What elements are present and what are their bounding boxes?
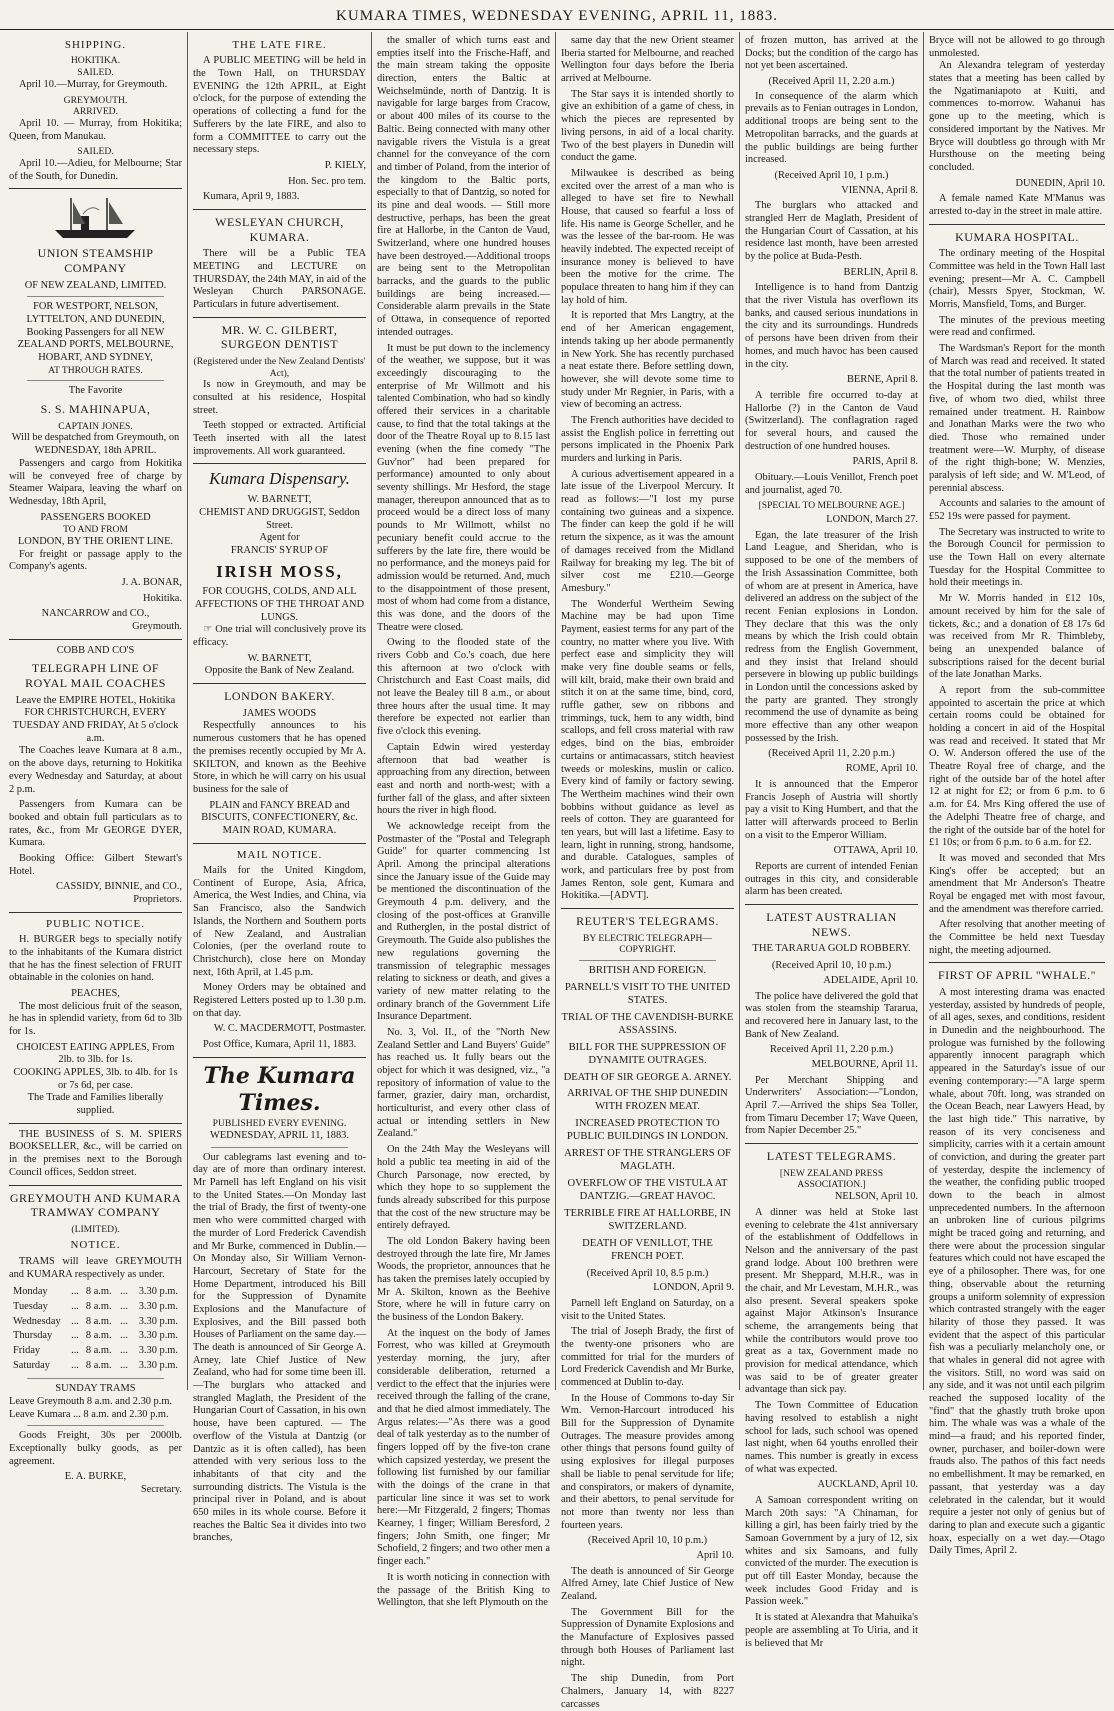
sunday-greymouth: Leave Greymouth 8 a.m. and 2.30 p.m. xyxy=(9,1396,173,1408)
greymouth-text: April 10. — Murray, from Hokitika; Queen, from Manukau. xyxy=(9,117,182,142)
tram-cell: ... xyxy=(71,1300,79,1312)
headline-protection: INCREASED PROTECTION TO PUBLIC BUILDINGS IN LONDON. xyxy=(566,1118,729,1143)
col3-paragraph-8: The old London Bakery having been destroyed through the late fire, Mr James Woods, the proprietor, announces that he has taken the premises lately occupied by Mr A. Skilton, known as the Beehive Store, where he will in future carry on the business of the London Bakery. xyxy=(377,1235,550,1324)
sunday-kumara: Leave Kumara ... 8 a.m. and 2.30 p.m. xyxy=(9,1408,169,1420)
column-5 xyxy=(740,32,924,1649)
adelaide-dateline: ADELAIDE, April 10. xyxy=(823,974,918,986)
nz-press-association: [NEW ZEALAND PRESS ASSOCIATION.] xyxy=(779,1167,884,1191)
gilbert-text: Is now in Greymouth, and may be consulted at his residence, Hospital street. xyxy=(193,379,366,416)
col5-paragraph-14: A Samoan correspondent writing on March 20th says: "A Chinaman, for killing a girl, has been fairly tried by the Samoan Government by a jury of 12, six whites and six Samoans, and fully convicted of the murder. The execution is put off till Easter Monday, because the week includes Good Friday and is Passion week." xyxy=(745,1494,918,1608)
late-fire-heading: THE LATE FIRE. xyxy=(232,39,327,51)
dispensary-trial-text: One trial will conclusively prove its efficacy. xyxy=(193,624,366,649)
col3-paragraph-6: No. 3, Vol. II., of the "North New Zealand Settler and Land Buyers' Guide" has reached us. It fully bears out the object for which it was designed, viz., "a repository of information of value to the farmer, grazier, dairy man, orchardist, horticulturist, and every other class of actual or intending settlers in New Zealand." xyxy=(377,1026,550,1140)
tram-cell: ... xyxy=(120,1359,128,1371)
col6-paragraph-10: A report from the sub-committee appointed to ascertain the price at which certain rooms could be obtained for holding a concert in aid of the Hospital was read and received. It stated that Mr O. W. Anderson offered the use of the Theatre Royal free of charge, and the right of the outside bar of the hotel after 12 at night for £2; or from 6 p.m. to 6 a.m. for £4. Mrs King offered the use of the Adelphi Theatre free of charge, and the right of the outside bar of the hotel for £1 10s; or from 6 p.m. to 6 a.m. for £2. xyxy=(929,684,1105,849)
union-cargo: Passengers and cargo from Hokitika will be conveyed free of charge by Steamer Waipara, leaving the wharf on Wednesday, 18th April, xyxy=(9,457,182,507)
spiers-notice: THE BUSINESS of S. M. SPIERS BOOKSELLER, &c., will be carried on in the premises next to the Borough Council offices, Seddon street. xyxy=(9,1128,182,1178)
union-booking: Booking Passengers for all NEW ZEALAND PORTS, MELBOURNE, HOBART, AND SYDNEY, xyxy=(17,326,174,364)
headline-venillot: DEATH OF VENILLOT, THE FRENCH POET. xyxy=(582,1237,713,1262)
bakery-road: MAIN ROAD, KUMARA. xyxy=(222,824,337,836)
col6-paragraph-8: The Secretary was instructed to write to the Borough Council for permission to use the Town Hall on every alternate Tuesday for the Hospital Committee to hold their meetings in. xyxy=(929,526,1105,589)
union-agent-2: NANCARROW and CO., xyxy=(41,608,150,620)
tram-cell: Tuesday xyxy=(13,1300,48,1312)
tel-brady: The trial of Joseph Brady, the first of the twenty-one prisoners who are committed for trial for the murders of Lord Frederick Cavendish and Mr Burke, commenced at Dublin to-day. xyxy=(561,1326,734,1389)
first-of-april-whale-heading: FIRST OF APRIL "WHALE." xyxy=(938,968,1096,983)
col5-paragraph-5: A terrible fire occurred to-day at Hallorbe (?) in the Canton de Vaud (Switzerland). The conflagration raged for several hours, and caused the destruction of one hundred houses. xyxy=(745,389,918,452)
tram-cell: 8 a.m. xyxy=(85,1286,112,1298)
dispensary-barnett: W. BARNETT, xyxy=(247,494,312,506)
bakery-woods: JAMES WOODS xyxy=(242,707,317,719)
gilbert-heading: MR. W. C. GILBERT, SURGEON DENTIST xyxy=(220,322,339,352)
col6-paragraph-7: Accounts and salaries to the amount of £52 19s were passed for payment. xyxy=(929,498,1105,522)
tel-bill: The Government Bill for the Suppression of Dynamite Explosions and the Manufacture of Explosives passed through both Houses of Parliament last night. xyxy=(561,1606,734,1669)
mail-notice-text: Mails for the United Kingdom, Continent of Europe, Asia, Africa, America, the West Indies, and China, via San Francisco, also the Sandwich Islands, the Northern and Southern ports of New Zealand, and Australian Colonies, (per the overland route to Christchurch), close here on Monday next, 16th April, at 1.45 p.m. xyxy=(193,865,366,978)
tram-cell: 8 a.m. xyxy=(85,1359,112,1371)
col5-paragraph-7: Egan, the late treasurer of the Irish Land League, and Sheridan, who is supposed to be one of the members of the Irish Assassination Committee, both of whom are at present in America, have delivered an address on the subject of the recent Fenian explosions in London. They declare that this was the only means by which the Irish could obtain redress from the English Government, and they insist that Ireland should persevere in blowing up public buildings in London until the concessions asked by the party are granted. They strongly recommend the use of dynamite as being more effective than any other weapon possessed by the Irish. xyxy=(745,529,918,744)
col5-paragraph-15: It is stated at Alexandra that Mahuika's people are assembling at To Uiria, and it is believed that Mr xyxy=(745,1612,918,1649)
melbourne-dateline: MELBOURNE, April 11. xyxy=(811,1059,918,1070)
dispensary-barnett-2: W. BARNETT, xyxy=(247,652,312,664)
tram-cell: 3.30 p.m. xyxy=(138,1330,178,1342)
col6-paragraph-9: Mr W. Morris handed in £12 10s, amount received by him for the sale of tickets, &c.; and a donation of £8 17s 6d was received from Mr R. Thimbleby, being an unexpended balance of subscriptions raised for the decent burial of the late Jonathan Marks. xyxy=(929,593,1105,681)
headline-dynamite-bill: BILL FOR THE SUPPRESSION OF DYNAMITE OUTRAGES. xyxy=(568,1041,727,1066)
col5-paragraph-1: of frozen mutton, has arrived at the Docks; but the condition of the cargo has not yet been ascertained. xyxy=(745,35,918,72)
headline-dunedin-ship: ARRIVAL OF THE SHIP DUNEDIN WITH FROZEN MEAT. xyxy=(567,1088,728,1113)
sunday-trams: SUNDAY TRAMS xyxy=(55,1383,136,1395)
tram-row xyxy=(11,1301,180,1314)
col5-paragraph-6: Obituary.—Louis Venillot, French poet and journalist, aged 70. xyxy=(745,472,918,496)
ottawa-dateline: OTTAWA, April 10. xyxy=(833,845,918,857)
dunedin-dateline: DUNEDIN, April 10. xyxy=(1015,177,1105,189)
union-nz: OF NEW ZEALAND, LIMITED. xyxy=(24,279,167,291)
col3-paragraph-10: It is worth noticing in connection with the passage of the British King to Wellington, that she left Plymouth on the xyxy=(377,1571,550,1609)
col3-paragraph-1: the smaller of which turns east and empties itself into the Frische-Haff, and the main stream taking the opposite direction, enters the Baltic at Weichselmünde, north of Dantzig. It is navigable for large barges from Cracow, or about 400 miles of its course to the Baltic. Being connected with many other navigable rivers the Vistula is a great channel for the conveyance of the corn and timber of Poland, from the interior of the kingdom to the Baltic ports, especially to that of Dantzig, so noted for its pine and deal woods. — Still more destructive, perhaps, has been the great fire at Hallorbe, in the Canton de Vaud, Switzerland, where one hundred houses have been destroyed.—Additional troops are being sent to the Metropolitan barracks, and the guards to the public buildings are being increased.—Considerable alarm prevails in the State of Ottawa, in consequence of reported intended outrages. xyxy=(377,35,550,338)
bakery-bread: PLAIN and FANCY BREAD and BISCUITS, CONFECTIONERY, &c. xyxy=(201,799,358,824)
electric-telegraph: BY ELECTRIC TELEGRAPH—COPYRIGHT. xyxy=(583,932,712,956)
headline-stranglers: ARREST OF THE STRANGLERS OF MAGLATH. xyxy=(564,1148,731,1173)
pointing-hand-icon: ☞ xyxy=(203,624,216,636)
tram-cell: Thursday xyxy=(13,1330,53,1342)
col4-paragraph-1: same day that the new Orient steamer Iberia started for Melbourne, and reached Wellington four days before the Iberia arrived at Melbourne. xyxy=(561,35,734,85)
greymouth-heading: GREYMOUTH. xyxy=(63,94,128,106)
col6-paragraph-12: After resolving that another meeting of the Committee be held next Tuesday night, the meeting adjourned. xyxy=(929,919,1105,956)
union-rates: AT THROUGH RATES. xyxy=(48,364,143,376)
editorial-text: Our cablegrams last evening and to-day are of more than ordinary interest. Mr Parnell has left England on his visit to the United States.—On Monday last the trial of Brady, the first of twenty-one men who were committed charged with the murder of Lord Frederick Cavendish and Mr Burke, commenced in Dublin.—On Monday also, Sir William Vernon-Harcourt, Secretary of State for the Home Department, introduced his Bill for the Suppression of Dynamite Explosions and the Manufacture of Explosives, and the Bill passed both Houses of Parliament on the same day.—The death is announced of Sir George A. Arney, late Chief Justice of New Zealand, who had for some time been ill.—The burglars who attacked and strangled Maglath, the President of the Hungarian Court of Cassation, in his own house, have been captured. — The overflow of the Vistula at Dantzig (or Dantzic as it is often called), has been attended with very serious loss to the inhabitants of that city and the surrounding districts. The Vistula is the principal river in Poland, and is about 650 miles in its whole course. Before it reaches the Baltic Sea it divides into two branches, xyxy=(193,1151,366,1544)
col6-paragraph-6: The Wardsman's Report for the month of March was read and received. It stated that the total number of patients treated in the Hospital during the last month was five, of whom two died, whilst three remained under treatment. H. Rainbow and Jonathan Marks were the two who died. Those who remained under treatment were—W. Murphy, of disease of the right thigh-bone; W. Menzies, paralysis of left side; and W. M'Leod, of perennial abscess. xyxy=(929,343,1105,494)
headline-trial: TRIAL OF THE CAVENDISH-BURKE ASSASSINS. xyxy=(561,1011,734,1036)
col4-paragraph-2: The Star says it is intended shortly to give an exhibition of a game of chess, in which the pieces are represented by living persons, in aid of a local charity. Two of the best players in Dunedin will conduct the game. xyxy=(561,88,734,164)
dispensary-heading: Kumara Dispensary. xyxy=(209,469,350,489)
tram-cell: 8 a.m. xyxy=(85,1300,112,1312)
tram-row xyxy=(11,1330,180,1343)
publication-date: WEDNESDAY, APRIL 11, 1883. xyxy=(210,1130,349,1142)
col6-paragraph-2: An Alexandra telegram of yesterday states that a meeting has been called by the Ngatimaniapoto at Kuiti, and commences to-morrow. Wahanui has gone up to the meeting, which is considered important by the Natives. Mr Bryce will doubtless go through with Mr Hursthouse on the meeting being concluded. xyxy=(929,60,1105,173)
col3-paragraph-3: Owing to the flooded state of the rivers Cobb and Co.'s coach, due here this afternoon at two o'clock with Christchurch and East Coast mails, did not leave the Bealey till 8 a.m., or about three hours after the usual time. It may therefore be expected not earlier than five o'clock this evening. xyxy=(377,637,550,738)
tram-cell: 3.30 p.m. xyxy=(138,1359,178,1371)
tram-cell: ... xyxy=(71,1286,79,1298)
mail-notice-heading: MAIL NOTICE. xyxy=(236,848,323,861)
tram-cell: 3.30 p.m. xyxy=(138,1300,178,1312)
column-1 xyxy=(4,32,188,1496)
col6-paragraph-1: Bryce will not be allowed to go through unmolested. xyxy=(929,35,1105,59)
auckland-dateline: AUCKLAND, April 10. xyxy=(817,1479,918,1491)
cobb-office: Booking Office: Gilbert Stewart's Hotel. xyxy=(9,852,182,877)
newspaper-title: The Kumara Times. xyxy=(203,1062,356,1116)
col5-received-10: Received April 11, 2.20 p.m.) xyxy=(769,1044,894,1056)
kumara-hospital-heading: KUMARA HOSPITAL. xyxy=(955,229,1079,244)
money-orders: Money Orders may be obtained and Registered Letters posted up to 1.30 p.m. on that day. xyxy=(193,982,366,1019)
tram-row xyxy=(11,1286,180,1299)
hokitika-text: April 10.—Murray, for Greymouth. xyxy=(19,78,168,90)
col4-paragraph-3: Milwaukee is described as being excited over the arrest of a man who is alleged to have set fire to Newhall House, that caused so fearful a loss of life. His name is George Scheller, and he was the lessee of the bar-room. He was heavily indebted. The expected receipt of insurance money is believed to have been the motive for the crime. The populace threaten to hang him if they can lay hold of him. xyxy=(561,167,734,306)
col5-received-7: (Received April 11, 2.20 p.m.) xyxy=(768,748,895,760)
col6-paragraph-4: The ordinary meeting of the Hospital Committee was held in the Town Hall last evening; present—Mr A. C. Campbell (chair), Messrs Spyer, Stockman, W. Morris, Mansfield, Toms, and Burger. xyxy=(929,248,1105,310)
paris-dateline: PARIS, April 8. xyxy=(852,456,918,468)
col5-received-9: (Received April 10, 10 p.m.) xyxy=(771,960,892,972)
cooking-apples: COOKING APPLES, 3lb. to 4lb. for 1s or 7s 6d, per case. xyxy=(13,1067,178,1091)
greymouth-text-2: April 10.—Adieu, for Melbourne; Star of the South, for Dunedin. xyxy=(9,157,182,182)
vienna-dateline: VIENNA, April 8. xyxy=(841,184,918,196)
column-4 xyxy=(556,32,740,1710)
reuters-heading: REUTER'S TELEGRAMS. xyxy=(576,914,719,929)
col5-paragraph-9: Reports are current of intended Fenian outrages in this city, and considerable alarm has been created. xyxy=(745,860,918,898)
col3-paragraph-2: It must be put down to the inclemency of the weather, we suppose, but it was exceedingly discouraging to the enterprise of Mr Willmott and his talented Combination, who had so kindly offered their services in a charitable cause, to find that the total takings at the door of the Theatre Royal up to 8.15 last evening (when the fine comedy "The Guv'nor" had been prepared for performance) amounted to only about seventy shillings. Mr Hesford, the stage manager, thereupon announced that as to proceed would be a direct loss of many pounds to Mr Willmott, whilst no pecuniary benefit could accrue to the sufferers by the late fire, there would be no performance, and the moneys paid for admission would be returned. And, much to the disappointment of those present, most of whom had come from a distance, this was done, and the doors of the Theatre were closed. xyxy=(377,342,550,633)
tram-cell: Wednesday xyxy=(13,1315,61,1327)
tram-cell: Saturday xyxy=(13,1359,50,1371)
received-1: (Received April 10, 8.5 p.m.) xyxy=(586,1267,709,1279)
nelson-dateline: NELSON, April 10. xyxy=(834,1191,918,1203)
union-freight: For freight or passage apply to the Company's agents. xyxy=(9,548,182,573)
steamship-icon xyxy=(51,194,141,242)
shipping-heading: SHIPPING. xyxy=(64,39,127,51)
col4-paragraph-5: The French authorities have decided to assist the English police in ferretting out persons implicated in the Phoenix Park murders and lurking in Paris. xyxy=(561,414,734,464)
col3-paragraph-7: On the 24th May the Wesleyans will hold a public tea meeting in aid of the Church Parsonage, now erected, by which they hope to so supplement the funds already subscribed for this purpose that the cost of the new structure may be entirely defrayed. xyxy=(377,1144,550,1232)
london-april-9: LONDON, April 9. xyxy=(653,1282,734,1294)
peaches-heading: PEACHES, xyxy=(71,987,120,999)
tram-cell: Friday xyxy=(13,1344,41,1356)
tram-cell: ... xyxy=(71,1344,79,1356)
tararua-heading: THE TARARUA GOLD ROBBERY. xyxy=(752,943,911,955)
fire-kiely: P. KIELY, xyxy=(324,159,366,171)
eating-apples: CHOICEST EATING APPLES, From 2lb. to 3lb. for 1s. xyxy=(16,1041,175,1066)
tram-burke: E. A. BURKE, xyxy=(64,1471,127,1483)
dispensary-syrup: FRANCIS' SYRUP OF xyxy=(230,544,329,556)
tel-commons: In the House of Commons to-day Sir Wm. Vernon-Harcourt introduced his Bill for the Suppression of Dynamite Outrages. The measure provides among other things that persons found guilty of using explosives for illegal purposes shall be liable to penal servitude for life; and conspirators, or makers of dynamite, and their abettors, to penal servitude for not more than twenty nor less than fourteen years. xyxy=(561,1392,734,1531)
col5-received-1: (Received April 11, 2.20 a.m.) xyxy=(768,76,895,88)
irish-moss: IRISH MOSS, xyxy=(216,561,343,581)
col3-paragraph-9: At the inquest on the body of James Forrest, who was killed at Greymouth yesterday morning, the jury, after considerable deliberation, returned a verdict to the effect that the injuries were received through the falling of the crane, and that he died almost immediately. The Argus relates:—"As there was a good deal of talk yesterday as to the number of fingers lopped off by the five-ton crane which capsized yesterday, we present the following list furnished by our familiar with the doings of the crane in that particular line since it was set to work here:—Mr Fitzgerald, 2 fingers; Thomas Kearney, 1 finger; William Beresford, 2 fingers; John Smith, one finger; Mr Schofield, 2 fingers; and two other men a finger each." xyxy=(377,1327,550,1568)
union-ports: FOR WESTPORT, NELSON, LYTTELTON, AND DUNEDIN, xyxy=(26,301,165,325)
col3-paragraph-4: Captain Edwin wired yesterday afternoon that bad weather is approaching from any direction, between east and north and north-west; with a further fall of the glass, and after sixteen hours the river in high flood. xyxy=(377,741,550,817)
bakery-heading: LONDON BAKERY. xyxy=(224,689,335,704)
column-2 xyxy=(188,32,372,1544)
dispensary-opposite: Opposite the Bank of New Zealand. xyxy=(204,665,355,677)
column-6 xyxy=(924,32,1110,1557)
tram-cell: 3.30 p.m. xyxy=(138,1286,178,1298)
union-tofrom: TO AND FROM xyxy=(63,524,128,536)
wesleyan-heading: WESLEYAN CHURCH, KUMARA. xyxy=(215,214,344,244)
fire-secretary: Hon. Sec. pro tem. xyxy=(288,175,366,187)
col6-paragraph-13: A most interesting drama was enacted yesterday, assisted by hundreds of people, of all ages, sexes, and conditions, resident in Dunedin and the neighbourhood. The prologue was furnished by the following apparently innocent paragraph which appeared in the Saturday's issue of our evening contemporary:—"A large sperm whale, about 70ft. long, was stranded on the Ocean Beach, near Lawyers Head, by the last high tide." This narrative, by reason of its very conciseness and simplicity, carries with it a certain amount of conviction, and during the greater part of yesterday, despite the inclemency of the weather, the confiding public trooped down to the beach in almost unprecedented numbers. In the afternoon an unbroken line of curious pilgrims might be traced going and returning, and there were about the procession singular features which could not have escaped the eye of a philosopher. There was, for one thing, observable about the returning groups a uniform solemnity of expression which contrasted strangely with the eager hilarity of those they passed. It was evident that the aspect of this particular fish was a peculiarly melancholy one, or that whales in general did not agree with the visitors. Still, no word was said on any side, and it was not until each pilgrim reached the supposed locality of the "find" that the ghastly truth broke upon him. The whale was was a whale of the mind—a fraud; and his reported finder, owner, purchaser, and boiler-down were frauds also. The pathos of this fact needs no embellishment. It may be remarked, en passant, that yesterday was a day celebrated in the calendar, but it would require a jester not only of genius but of daring to plan and execute such a gigantic hoax, especially on a wet day.—Otago Daily Times, April 2. xyxy=(929,987,1105,1557)
tram-timetable xyxy=(9,1284,182,1374)
tram-row xyxy=(11,1360,180,1373)
tram-secretary: Secretary. xyxy=(140,1484,182,1496)
cobb-telegraph: TELEGRAPH LINE OF ROYAL MAIL COACHES xyxy=(25,661,166,691)
cobb-proprietors: CASSIDY, BINNIE, and CO., Proprietors. xyxy=(56,881,182,906)
dispensary-coughs: FOR COUGHS, COLDS, AND ALL AFFECTIONS OF THE THROAT AND LUNGS. xyxy=(194,586,365,623)
public-notice-text: H. BURGER begs to specially notify to the inhabitants of the Kumara district that he has the finest selection of FRUIT obtainable in the colonies on hand. xyxy=(9,934,182,984)
tram-cell: 3.30 p.m. xyxy=(138,1315,178,1327)
tel-arney: The death is announced of Sir George Alfred Arney, late Chief Justice of New Zealand. xyxy=(561,1565,734,1603)
col5-paragraph-2: In consequence of the alarm which prevails as to Fenian outrages in London, additional troops are being sent to the Metropolitan barracks, and the guards at the public buildings are being further increased. xyxy=(745,90,918,166)
cobb-coaches: The Coaches leave Kumara at 8 a.m., on the above days, returning to Hokitika every Wednesday and Saturday, at about 2 p.m. xyxy=(9,745,182,795)
cobb-passengers: Passengers from Kumara can be booked and obtain full particulars as to rates, &c., from Mr GEORGE DYER, Kumara. xyxy=(9,799,182,849)
tram-cell: 8 a.m. xyxy=(85,1344,112,1356)
col6-paragraph-5: The minutes of the previous meeting were read and confirmed. xyxy=(929,314,1105,339)
bakery-text: Respectfully announces to his numerous customers that he has opened the premises recently occupied by Mr A. SKILTON, and known as the Beehive Store, in which he will carry on his usual business for the sale of xyxy=(193,720,366,795)
headline-hallorbe-fire: TERRIBLE FIRE AT HALLORBE, IN SWITZERLAND. xyxy=(564,1207,731,1232)
col4-paragraph-7: The Wonderful Wertheim Sewing Machine may be had upon Time Payment, easiest terms for any part of the country, no matter where you live. With perfect ease and simplicity they will make very fine double seams or fells, will kilt, braid, make their own braid and stitch it on at the same time, bind, cord, ruffle gather, sew on ribbons and trimmings, tuck, hem to any width, bind scallops, and fell cross material with raw edges, bind on the bias, embroider curtains or antimacassars, stitch heaviest tweeds or moleskins, muslin or calico. Every kind of family or factory sewing. The Wertheim machines wind their own bobbins without guidance as level as reels of cotton. They are guaranteed for ten years, but will last a lifetime. Easy to learn, light in running, strong, handsome, and durable. Catalogues, samples of work, and particulars free by post from James Renton, sole gent, Kumara and Hokitika.—[ADVT]. xyxy=(561,598,734,902)
wesleyan-text: There will be a Public TEA MEETING and LECTURE on THURSDAY, the 24th MAY, in aid of the Wesleyan Church PARSONAGE. Particulars in future advertisement. xyxy=(193,248,366,310)
masthead: KUMARA TIMES, WEDNESDAY EVENING, APRIL 11, 1883. xyxy=(0,0,1114,30)
tel-ship-dunedin: The ship Dunedin, from Port Chalmers, January 14, with 8227 carcasses xyxy=(561,1673,734,1710)
headline-british-foreign: BRITISH AND FOREIGN. xyxy=(588,965,707,977)
union-agent-1-place: Hokitika. xyxy=(143,592,182,604)
union-orient: LONDON, BY THE ORIENT LINE. xyxy=(17,535,174,547)
col6-paragraph-3: A female named Kate M'Manus was arrested to-day in the street in male attire. xyxy=(929,193,1105,217)
cobb-heading: COBB AND CO'S xyxy=(56,644,135,656)
col4-paragraph-4: It is reported that Mrs Langtry, at the end of her American engagement, intends taking up her abode permanently in New York. She has recently purchased a neat estate there. Before settling down, however, she will devote some time to study under Mr Regnier, in Paris, with a view of becoming an actress. xyxy=(561,310,734,411)
union-favorite: The Favorite xyxy=(68,385,123,397)
union-despatch: Will be despatched from Greymouth, on WEDNESDAY, 18th APRIL. xyxy=(11,432,180,457)
australian-news-heading: LATEST AUSTRALIAN NEWS. xyxy=(766,910,897,939)
union-captain: CAPTAIN JONES. xyxy=(58,420,133,432)
col6-paragraph-11: It was moved and seconded that Mrs King's offer be accepted; but an amendment that Mr Anderson's Theatre Royal be engaged met with most favour, and the amendment was therefore carried. xyxy=(929,852,1105,915)
headline-arney: DEATH OF SIR GEORGE A. ARNEY. xyxy=(563,1071,732,1083)
special-melbourne-age: [SPECIAL TO MELBOURNE AGE.] xyxy=(758,500,905,512)
tram-row xyxy=(11,1316,180,1329)
latest-telegrams-heading: LATEST TELEGRAMS. xyxy=(766,1149,897,1164)
tramway-notice: NOTICE. xyxy=(70,1239,121,1252)
dispensary-agent: Agent for xyxy=(259,532,300,544)
tramway-heading: GREYMOUTH AND KUMARA TRAMWAY COMPANY xyxy=(9,1190,182,1220)
union-company: UNION STEAMSHIP COMPANY xyxy=(37,246,154,275)
gilbert-teeth: Teeth stopped or extracted. Artificial Teeth inserted with all the latest improvements. All work guaranteed. xyxy=(193,420,366,457)
columns xyxy=(4,32,1110,1710)
tel-parnell: Parnell left England on Saturday, on a visit to the United States. xyxy=(561,1297,734,1322)
rome-dateline: ROME, April 10. xyxy=(845,763,918,775)
peaches-text: The most delicious fruit of the season, he has in splendid variety, from 6d to 3lb for 1s. xyxy=(9,1000,182,1037)
col5-paragraph-3: The burglars who attacked and strangled Herr de Maglath, President of the Hungarian Court of Cassation, at his residence last month, have been arrested by the police at Buda-Pesth. xyxy=(745,200,918,262)
tram-cell: ... xyxy=(120,1344,128,1356)
col5-paragraph-8: It is announced that the Emperor Francis Joseph of Austria will shortly pay a visit to King Humbert, and that the latter will afterwards proceed to Berlin on a visit to the Emperor William. xyxy=(745,778,918,841)
tram-cell: Monday xyxy=(13,1286,48,1298)
column-3 xyxy=(372,32,556,1609)
tram-cell: ... xyxy=(71,1330,79,1342)
tramway-text: TRAMS will leave GREYMOUTH and KUMARA respectively as under. xyxy=(9,1255,182,1280)
tram-cell: ... xyxy=(120,1330,128,1342)
sailed-label-2: SAILED. xyxy=(77,146,114,158)
tramway-limited: (LIMITED). xyxy=(71,1223,120,1235)
tram-cell: ... xyxy=(120,1315,128,1327)
tram-cell: 8 a.m. xyxy=(85,1315,112,1327)
tram-row xyxy=(11,1345,180,1358)
col5-paragraph-4: Intelligence is to hand from Dantzig that the river Vistula has overflown its banks, and caused serious inundations in the city and its surroundings. Hundreds of persons have been driven from their homes, and much havoc has been caused in the city. xyxy=(745,282,918,370)
hokitika-heading: HOKITIKA. xyxy=(70,55,121,67)
col5-received-2: (Received April 10, 1 p.m.) xyxy=(774,169,889,181)
trade-families: The Trade and Families liberally supplied. xyxy=(27,1092,164,1117)
fire-date: Kumara, April 9, 1883. xyxy=(203,191,300,203)
post-office-date: Post Office, Kumara, April 11, 1883. xyxy=(203,1039,357,1050)
col5-paragraph-10: The police have delivered the gold that was stolen from the steamship Tararua, and recovered here in January last, to the Bank of New Zealand. xyxy=(745,990,918,1040)
gilbert-registered: (Registered under the New Zealand Dentists' Act), xyxy=(193,355,366,379)
union-passengers: PASSENGERS BOOKED xyxy=(40,511,151,523)
tram-cell: 3.30 p.m. xyxy=(138,1344,178,1356)
published-every-evening: PUBLISHED EVERY EVENING. xyxy=(212,1118,347,1130)
dispensary-chemist: CHEMIST AND DRUGGIST, Seddon Street. xyxy=(199,506,360,531)
tram-cell: 8 a.m. xyxy=(85,1330,112,1342)
london-march-27: LONDON, March 27. xyxy=(826,514,918,526)
tram-cell: ... xyxy=(120,1286,128,1298)
tram-cell: ... xyxy=(71,1315,79,1327)
april-10: April 10. xyxy=(696,1549,734,1561)
col3-paragraph-5: We acknowledge receipt from the Postmaster of the "Postal and Telegraph Guide" for quarter commencing 1st April. Among the principal alterations since the January issue of the Guide may be mentioned the discontinuation of the Greymouth 4 p.m. delivery, and the closing of the post-offices at Granville and Rutherglen, in the postal district of Greymouth. The Guide also publishes the new regulations governing the transmission of telegraphic messages relating to sickness or death, and gives a variety of new matter relating to the ordinary branch of the Government Life Insurance Department. xyxy=(377,820,550,1023)
tram-cell: ... xyxy=(71,1359,79,1371)
col4-paragraph-6: A curious advertisement appeared in a late issue of the Liverpool Mercury. It read as follows:—"I lost my purse containing two guineas and a sixpence. The finder can keep the gold if he will return the sixpence, as it was the amount of damages received from the Midland Railway for breaking my leg. The bit of silver cost me £210.—George Amesbury." xyxy=(561,468,734,594)
sailed-label: SAILED. xyxy=(77,67,114,79)
col5-paragraph-13: The Town Committee of Education having resolved to establish a night school for lads, such school was opened last night, when 64 youths enrolled their names. This number is greatly in excess of what was expected. xyxy=(745,1400,918,1475)
union-ship: S. S. MAHINAPUA, xyxy=(40,402,151,417)
berlin-dateline: BERLIN, April 8. xyxy=(843,266,918,278)
col5-paragraph-11: Per Merchant Shipping and Underwriters' Association:—"London, April 7.—Arrived the ships Sea Toller, from Timaru December 17; Wave Queen, from Napier December 25." xyxy=(745,1074,918,1137)
cobb-leave: Leave the EMPIRE HOTEL, Hokitika FOR CHRISTCHURCH, EVERY TUESDAY AND FRIDAY, At 5 o'clock a.m. xyxy=(12,694,179,744)
headline-parnell: PARNELL'S VISIT TO THE UNITED STATES. xyxy=(564,982,731,1006)
postmaster: W. C. MACDERMOTT, Postmaster. xyxy=(213,1023,366,1035)
col5-paragraph-12: A dinner was held at Stoke last evening to celebrate the 41st anniversary of the establishment of Oddfellows in Nelson and the anniversary of the past grand lodge. About 100 brethren were present. Mr Sheppard, M.H.R., was in the chair, and Mr Levestam, M.H.R., was also present. Several speakers spoke against Major Atkinson's Insurance scheme, the arrangements being that while the contributors would prove too great as a tax, Government made no provision for medical attendance, which was said to be of greater greater advantage than sick pay. xyxy=(745,1206,918,1396)
late-fire-text: A PUBLIC MEETING will be held in the Town Hall, on THURSDAY EVENING the 12th APRIL, at Eight o'clock, for the purpose of extending the operations of collecting a fund for the Sufferers by the late FIRE, and also to form a COMMITTEE to carry out the necessary steps. xyxy=(193,55,366,156)
public-notice-heading: PUBLIC NOTICE. xyxy=(46,917,145,930)
tram-cell: ... xyxy=(120,1300,128,1312)
union-agent-2-place: Greymouth. xyxy=(132,621,182,633)
arrived-label: ARRIVED. xyxy=(72,106,119,118)
berne-dateline: BERNE, April 8. xyxy=(846,374,918,386)
union-agent-1: J. A. BONAR, xyxy=(121,577,182,589)
headline-vistula: OVERFLOW OF THE VISTULA AT DANTZIG.—GREAT HAVOC. xyxy=(567,1178,728,1202)
goods-freight: Goods Freight, 30s per 2000lb. Exceptionally bulky goods, as per agreement. xyxy=(9,1430,182,1467)
received-2: (Received April 10, 10 p.m.) xyxy=(587,1535,708,1547)
dispensary-trial xyxy=(193,624,366,649)
